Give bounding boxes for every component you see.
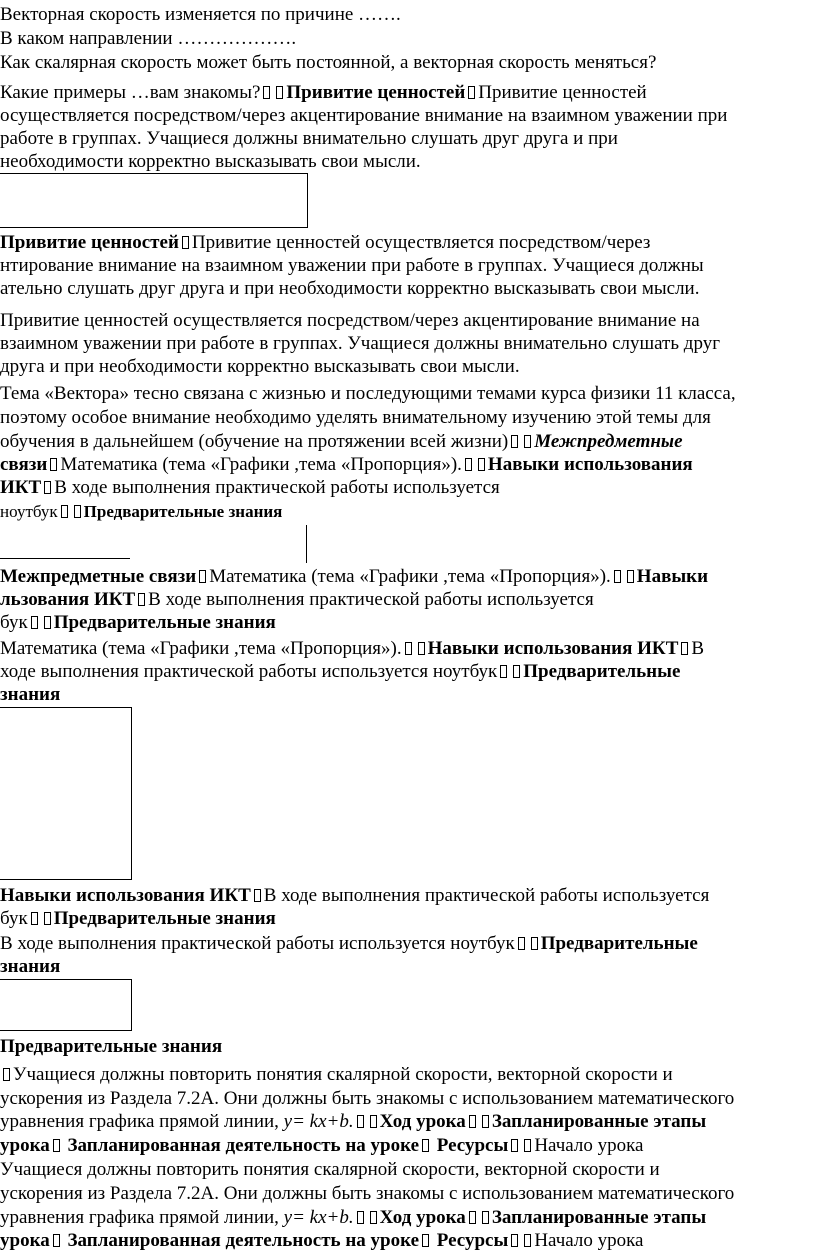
text-line: ускорения из Раздела 7.2А. Они должны быть знакомы с использованием математического <box>0 1183 735 1204</box>
text-line: ИКТ В ходе выполнения практической работы используется <box>0 477 500 498</box>
missing-glyph-icon <box>3 1068 10 1081</box>
text-line: поэтому особое внимание необходимо уделять внимательному изучению этой темы для <box>0 407 711 428</box>
missing-glyph-icon <box>422 1234 429 1247</box>
text-line: льзования ИКТ В ходе выполнения практической работы используется <box>0 589 594 610</box>
missing-glyph-icon <box>405 642 412 655</box>
text-line: уравнения графика прямой линии, y= kx+b. Ход урока Запланированные этапы <box>0 1111 707 1132</box>
missing-glyph-icon <box>53 1139 60 1152</box>
text-line: Привитие ценностей осуществляется посредством/через акцентирование внимание на <box>0 310 700 331</box>
missing-glyph-icon <box>614 570 621 583</box>
text-line: обучения в дальнейшем (обучение на протяжении всей жизни) Межпредметные <box>0 431 683 452</box>
missing-glyph-icon <box>138 593 145 606</box>
text-line: Учащиеся должны повторить понятия скалярной скорости, векторной скорости и <box>0 1159 660 1180</box>
text-line: Привитие ценностей Привитие ценностей осуществляется посредством/через <box>0 232 651 253</box>
missing-glyph-icon <box>182 236 189 249</box>
missing-glyph-icon <box>513 665 520 678</box>
missing-glyph-icon <box>511 1234 518 1247</box>
table-border <box>0 558 130 559</box>
missing-glyph-icon <box>500 665 507 678</box>
missing-glyph-icon <box>357 1115 364 1128</box>
text-line: ускорения из Раздела 7.2А. Они должны быть знакомы с использованием математического <box>0 1088 735 1109</box>
missing-glyph-icon <box>44 616 51 629</box>
text-line: работе в группах. Учащиеся должны внимательно слушать друг друга и при <box>0 128 618 149</box>
text-line: нтирование внимание на взаимном уважении при работе в группах. Учащиеся должны <box>0 255 704 276</box>
missing-glyph-icon <box>524 435 531 448</box>
text-line: ходе выполнения практической работы используется ноутбук Предварительные <box>0 661 681 682</box>
missing-glyph-icon <box>518 937 525 950</box>
text-line: урока Запланированная деятельность на уроке Ресурсы Начало урока <box>0 1230 644 1251</box>
empty-table-cell <box>0 979 132 1031</box>
missing-glyph-icon <box>482 1211 489 1224</box>
text-line: Какие примеры …вам знакомы? Привитие ценностей Привитие ценностей <box>0 82 647 103</box>
missing-glyph-icon <box>469 1115 476 1128</box>
missing-glyph-icon <box>276 86 283 99</box>
missing-glyph-icon <box>418 642 425 655</box>
text-line: Навыки использования ИКТ В ходе выполнения практической работы используется <box>0 885 710 906</box>
missing-glyph-icon <box>263 86 270 99</box>
missing-glyph-icon <box>478 458 485 471</box>
missing-glyph-icon <box>511 435 518 448</box>
missing-glyph-icon <box>468 86 475 99</box>
missing-glyph-icon <box>370 1211 377 1224</box>
text-line: В ходе выполнения практической работы используется ноутбук Предварительные <box>0 933 698 954</box>
text-line: Тема «Вектора» тесно связана с жизнью и последующими темами курса физики 11 класса, <box>0 383 736 404</box>
missing-glyph-icon <box>44 481 51 494</box>
missing-glyph-icon <box>357 1211 364 1224</box>
text-line: Математика (тема «Графики ,тема «Пропорция»). Навыки использования ИКТ В <box>0 638 705 659</box>
missing-glyph-icon <box>482 1115 489 1128</box>
text-line: бук Предварительные знания <box>0 908 276 929</box>
missing-glyph-icon <box>44 912 51 925</box>
missing-glyph-icon <box>31 616 38 629</box>
missing-glyph-icon <box>465 458 472 471</box>
missing-glyph-icon <box>370 1115 377 1128</box>
text-line: Учащиеся должны повторить понятия скалярной скорости, векторной скорости и <box>0 1063 673 1086</box>
text-line: знания <box>0 956 61 977</box>
missing-glyph-icon <box>50 458 57 471</box>
missing-glyph-icon <box>681 642 688 655</box>
empty-table-cell <box>0 707 132 880</box>
missing-glyph-icon <box>422 1139 429 1152</box>
empty-table-cell <box>0 173 308 228</box>
text-line: Векторная скорость изменяется по причине ……. <box>0 4 401 25</box>
missing-glyph-icon <box>199 570 206 583</box>
text-line: друга и при необходимости корректно высказывать свои мысли. <box>0 356 520 377</box>
table-border <box>306 525 307 563</box>
text-line: Предварительные знания <box>0 1036 223 1057</box>
text-line: взаимном уважении при работе в группах. Учащиеся должны внимательно слушать друг <box>0 333 720 354</box>
text-line: В каком направлении ………………. <box>0 28 297 49</box>
text-line: урока Запланированная деятельность на уроке Ресурсы Начало урока <box>0 1135 644 1156</box>
missing-glyph-icon <box>31 912 38 925</box>
text-line: Межпредметные связи Математика (тема «Графики ,тема «Пропорция»). Навыки <box>0 566 709 587</box>
text-line: ноутбук Предварительные знания <box>0 502 283 521</box>
text-line: знания <box>0 684 61 705</box>
text-line: осуществляется посредством/через акцентирование внимание на взаимном уважении при <box>0 105 728 126</box>
missing-glyph-icon <box>524 1139 531 1152</box>
missing-glyph-icon <box>74 505 81 518</box>
missing-glyph-icon <box>254 889 261 902</box>
missing-glyph-icon <box>469 1211 476 1224</box>
missing-glyph-icon <box>511 1139 518 1152</box>
missing-glyph-icon <box>524 1234 531 1247</box>
text-line: ательно слушать друг друга и при необходимости корректно высказывать свои мысли. <box>0 278 700 299</box>
missing-glyph-icon <box>627 570 634 583</box>
missing-glyph-icon <box>531 937 538 950</box>
text-line: необходимости корректно высказывать свои мысли. <box>0 151 421 172</box>
text-line: бук Предварительные знания <box>0 612 276 633</box>
missing-glyph-icon <box>61 505 68 518</box>
text-line: уравнения графика прямой линии, y= kx+b. Ход урока Запланированные этапы <box>0 1207 707 1228</box>
text-line: связи Математика (тема «Графики ,тема «Пропорция»). Навыки использования <box>0 454 693 475</box>
missing-glyph-icon <box>53 1234 60 1247</box>
text-line: Как скалярная скорость может быть постоянной, а векторная скорость меняться? <box>0 52 657 73</box>
